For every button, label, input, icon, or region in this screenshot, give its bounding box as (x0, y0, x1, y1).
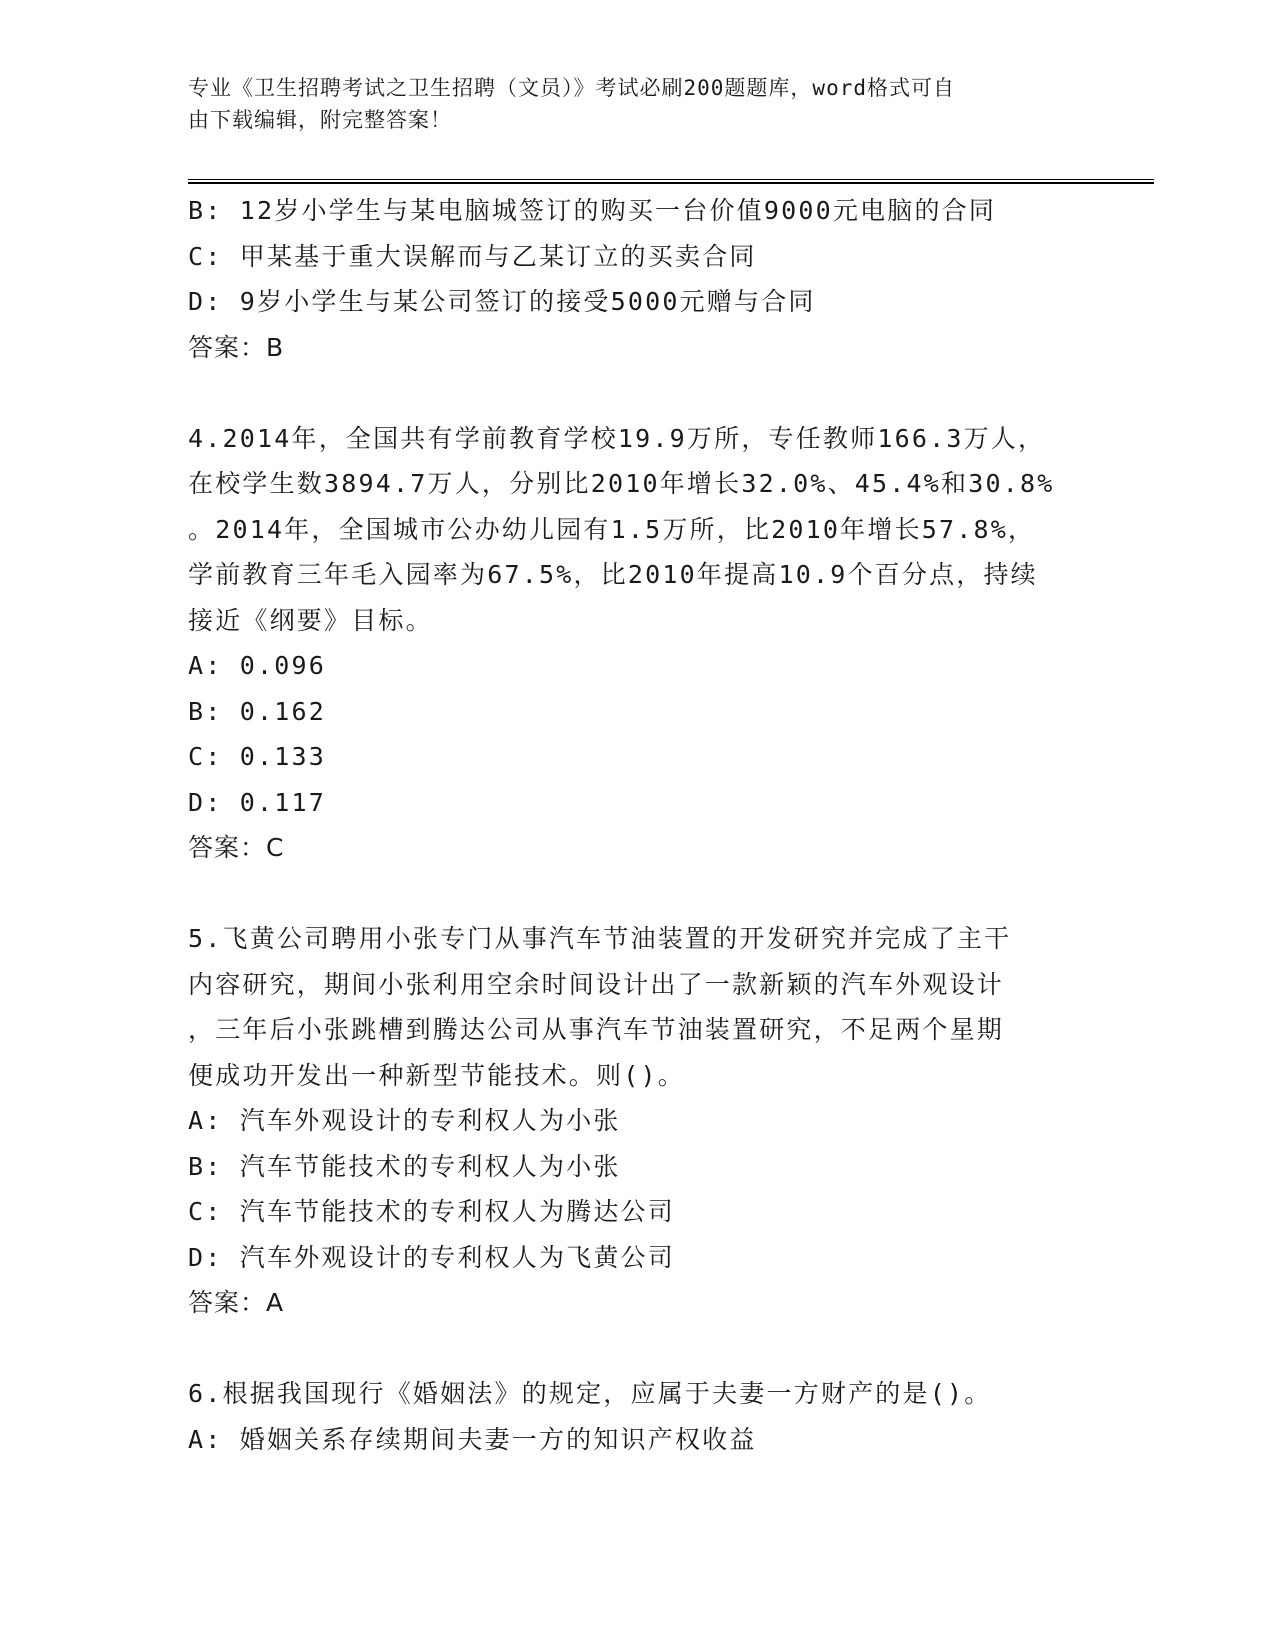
answer: 答案：A (188, 1288, 285, 1317)
answer: 答案：B (188, 332, 285, 362)
header-line-2: 由下载编辑，附完整答案！ (188, 108, 452, 132)
question-stem-line: 便成功开发出一种新型节能技术。则()。 (188, 1060, 685, 1090)
question-stem-line: 学前教育三年毛入园率为67.5%，比2010年提高10.9个百分点，持续 (188, 560, 1038, 589)
question-stem-line: 6.根据我国现行《婚姻法》的规定，应属于夫妻一方财产的是()。 (188, 1379, 992, 1408)
question-stem-line: 在校学生数3894.7万人，分别比2010年增长32.0%、45.4%和30.8% (188, 469, 1055, 498)
option-c: C: 甲某基于重大误解而与乙某订立的买卖合同 (188, 241, 757, 271)
option-d: D: 9岁小学生与某公司签订的接受5000元赠与合同 (188, 287, 816, 316)
question-6 (188, 1371, 1108, 1462)
question-stem-line: ，三年后小张跳槽到腾达公司从事汽车节油装置研究，不足两个星期 (188, 1015, 1005, 1044)
question-stem-line: 接近《纲要》目标。 (188, 605, 433, 635)
option-b: B: 12岁小学生与某电脑城签订的购买一台价值9000元电脑的合同 (188, 196, 997, 225)
option-d: D: 汽车外观设计的专利权人为飞黄公司 (188, 1242, 675, 1272)
document-header (188, 72, 1088, 136)
option-c: C: 汽车节能技术的专利权人为腾达公司 (188, 1197, 675, 1226)
question-stem-line: 5.飞黄公司聘用小张专门从事汽车节油装置的开发研究并完成了主干 (188, 924, 1012, 953)
answer: 答案：C (188, 833, 285, 862)
question-stem-line: 内容研究，期间小张利用空余时间设计出了一款新颖的汽车外观设计 (188, 969, 1005, 999)
header-divider-thin (188, 179, 1154, 180)
question-3 (188, 188, 1108, 370)
question-list (188, 188, 1108, 1462)
option-b: B: 0.162 (188, 696, 327, 726)
question-stem-line: 4.2014年，全国共有学前教育学校19.9万所，专任教师166.3万人， (188, 423, 1046, 453)
option-a: A: 0.096 (188, 651, 327, 680)
question-stem-line: 。2014年，全国城市公办幼儿园有1.5万所，比2010年增长57.8%， (188, 514, 1036, 544)
header-line-1: 专业《卫生招聘考试之卫生招聘（文员）》考试必刷200题题库，word格式可自 (188, 76, 955, 100)
option-a: A: 汽车外观设计的专利权人为小张 (188, 1106, 621, 1135)
question-5 (188, 916, 1108, 1326)
header-divider-thick (188, 182, 1154, 184)
option-a: A: 婚姻关系存续期间夫妻一方的知识产权收益 (188, 1424, 757, 1454)
option-b: B: 汽车节能技术的专利权人为小张 (188, 1151, 621, 1181)
option-c: C: 0.133 (188, 742, 327, 771)
question-4 (188, 416, 1108, 871)
option-d: D: 0.117 (188, 787, 327, 817)
